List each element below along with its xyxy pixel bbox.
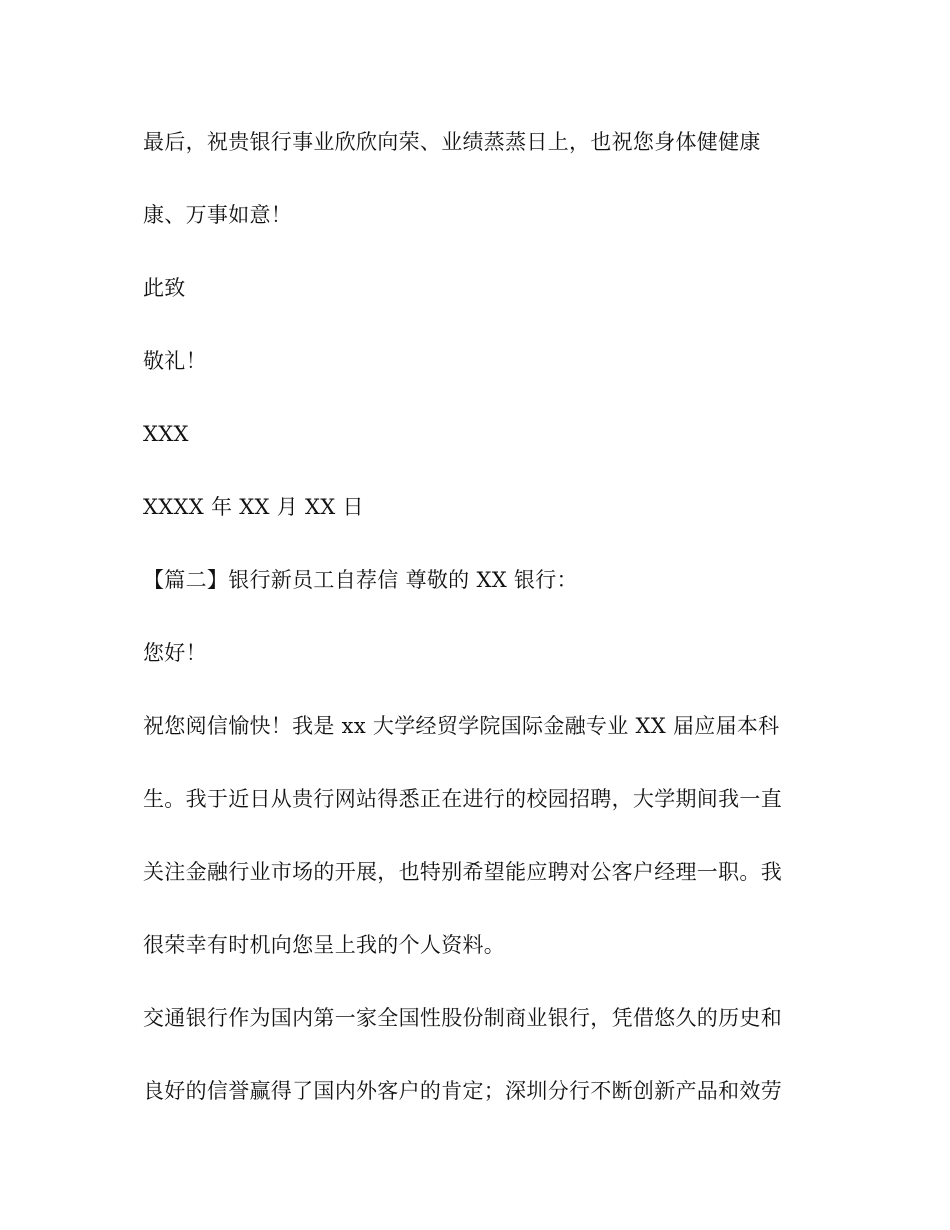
paragraph-line: 交通银行作为国内第一家全国性股份制商业银行，凭借悠久的历史和 <box>143 1006 782 1030</box>
text-line-closing-wish: 最后，祝贵银行事业欣欣向荣、业绩蒸蒸日上，也祝您身体健健康 <box>143 130 761 154</box>
paragraph-line: 良好的信誉赢得了国内外客户的肯定；深圳分行不断创新产品和效劳 <box>143 1079 782 1103</box>
paragraph-line: 很荣幸有时机向您呈上我的个人资料。 <box>143 933 506 957</box>
paragraph-line: 生。我于近日从贵行网站得悉正在进行的校园招聘，大学期间我一直 <box>143 787 782 811</box>
text-line-regards: 敬礼！ <box>143 349 207 373</box>
text-line-salutation: 此致 <box>143 276 186 300</box>
text-line-greeting: 您好！ <box>143 641 207 665</box>
text-line-closing-wish-cont: 康、万事如意！ <box>143 203 293 227</box>
section-heading: 【篇二】银行新员工自荐信 尊敬的 XX 银行： <box>143 568 578 592</box>
text-line-signature: XXX <box>143 422 189 446</box>
paragraph-line: 祝您阅信愉快！我是 xx 大学经贸学院国际金融专业 XX 届应届本科 <box>143 714 780 738</box>
paragraph-line: 关注金融行业市场的开展，也特别希望能应聘对公客户经理一职。我 <box>143 860 782 884</box>
text-line-date: XXXX 年 XX 月 XX 日 <box>143 495 364 519</box>
